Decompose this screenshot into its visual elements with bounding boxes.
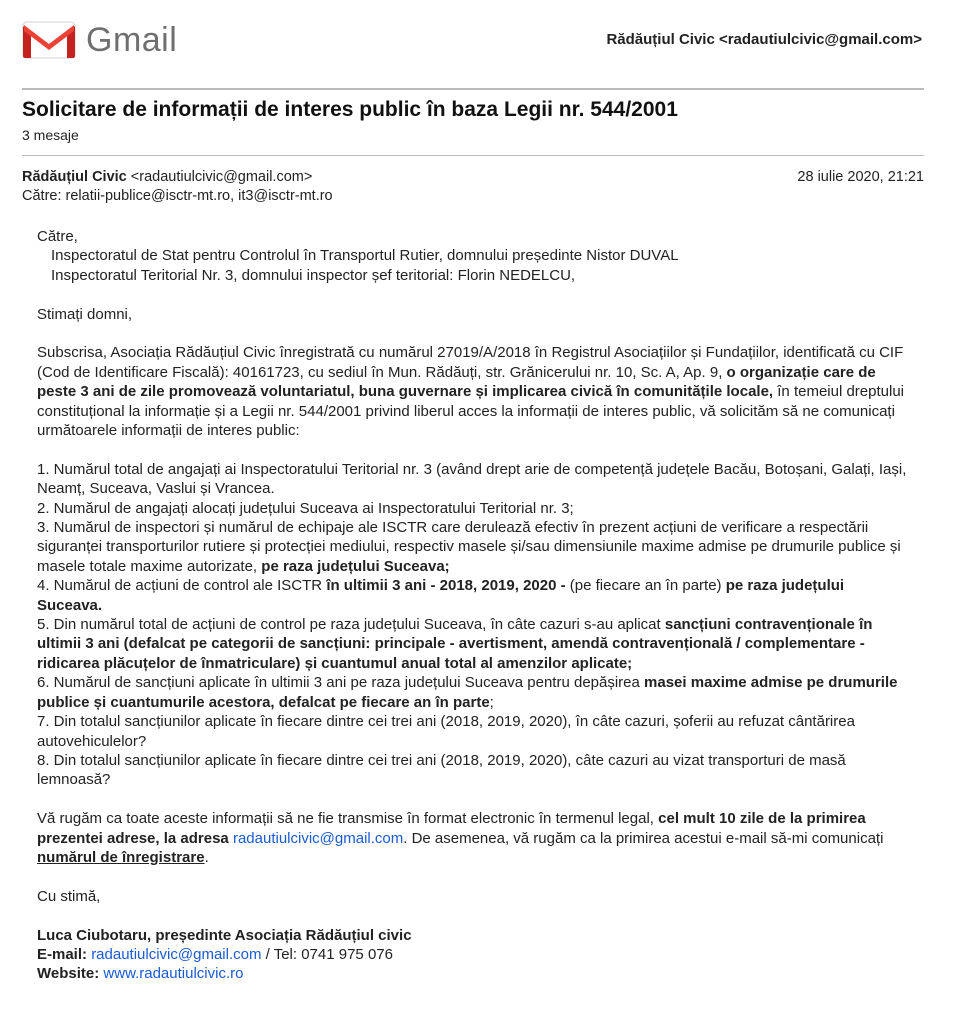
greeting: Stimați domni,	[37, 305, 133, 323]
account-label: Rădăuțiul Civic <radautiulcivic@gmail.com>	[606, 31, 922, 48]
intro-text: în temeiul dreptului constituțional la informație și a Legii nr. 544/2001 privind liberul acces la informații de interes public, vă solicităm să ne comunicați următoarele informații de interes public:	[37, 383, 905, 440]
message-meta	[22, 168, 924, 206]
list-item: 1. Numărul total de angajați ai Inspectoratului Teritorial nr. 3 (având drept arie de competență județele Bacău, Botoșani, Galați, Iași, Neamț, Suceava, Vaslui și Vrancea.	[37, 460, 907, 498]
sender-email: <radautiulcivic@gmail.com>	[130, 169, 313, 185]
list-item-text: 3. Numărul de inspectori și numărul de echipaje ale ISCTR care derulează efectiv în prezent acțiuni de verificare a respectării siguranței transporturilor rutiere și protecției mediului, respectiv masele și/sau dimensiunile maxime admise pe drumurile publice și masele totale maxime autorizate,	[37, 519, 901, 575]
message-count: 3 mesaje	[22, 127, 79, 143]
thread-divider	[22, 155, 924, 156]
list-item	[37, 518, 910, 576]
list-item-text: (pe fiecare an în parte)	[569, 577, 722, 595]
message-sender	[22, 168, 924, 187]
gmail-envelope-icon	[22, 20, 76, 60]
message-body	[37, 227, 910, 984]
sender-name: Rădăuțiul Civic	[22, 169, 127, 185]
addressee-line: Inspectoratul Teritorial Nr. 3, domnului inspector șef teritorial: Florin NEDELCU,	[51, 266, 576, 284]
website-label: Website:	[37, 965, 100, 983]
intro-paragraph	[37, 343, 910, 440]
list-item-text: ;	[489, 693, 494, 711]
list-item: 2. Numărul de angajați alocați județului Suceava ai Inspectoratului Teritorial nr. 3;	[37, 499, 574, 517]
signature-name-text: Luca Ciubotaru, președinte Asociația Rădăuțiul civic	[37, 926, 412, 944]
intro-bold: o organizație care de peste 3 ani de zile promovează voluntariatul, buna guvernare și implicarea civică în comunitățile locale,	[37, 363, 876, 401]
email-label: E-mail:	[37, 945, 88, 963]
request-email-link[interactable]: radautiulcivic@gmail.com	[232, 829, 404, 847]
list-item-text: 6. Numărul de sancțiuni aplicate în ultimii 3 ani pe raza județului Suceava pentru depășirea	[37, 674, 640, 692]
signature-email-link[interactable]: radautiulcivic@gmail.com	[91, 945, 262, 963]
closing: Cu stimă,	[37, 887, 101, 905]
signature-website	[37, 964, 910, 983]
list-item-bold: sancțiuni contravenționale în ultimii 3 ani (defalcat pe categorii de sancțiuni: principale - avertisment, amendă contravențională / complementare - ridicarea plăcuțelor de înmatriculare) și cuantumul anual total al amenzilor aplicate;	[37, 616, 873, 672]
request-underlined: numărul de înregistrare	[37, 848, 205, 866]
list-item-bold: în ultimii 3 ani - 2018, 2019, 2020 -	[326, 577, 566, 595]
phone-text: / Tel: 0741 975 076	[261, 945, 393, 963]
request-text: Vă rugăm ca toate aceste informații să ne fie transmise în format electronic în termenul legal,	[37, 810, 654, 828]
gmail-header	[0, 0, 965, 80]
gmail-wordmark: Gmail	[86, 21, 178, 59]
intro-text: Subscrisa, Asociația Rădăuțiul Civic înregistrată cu numărul 27019/A/2018 în Registrul Asociațiilor și Fundațiilor, identificată cu CIF (Cod de Identificare Fiscală): 40161723, cu sediul în Mun. Rădăuți, str. Grănicerului nr. 10, Sc. A, Ap. 9,	[37, 344, 904, 381]
signature-name	[37, 926, 910, 945]
thread-subject: Solicitare de informații de interes public în baza Legii nr. 544/2001	[22, 98, 678, 121]
list-item	[37, 673, 910, 712]
addressee-label: Către,	[37, 228, 78, 245]
message-date: 28 iulie 2020, 21:21	[797, 169, 924, 185]
list-item-text: 5. Din numărul total de acțiuni de control pe raza județului Suceava, în câte cazuri s-au aplicat	[37, 616, 661, 634]
request-bold: cel mult 10 zile de la primirea prezentei adrese, la adresa	[37, 810, 866, 847]
list-item	[37, 615, 910, 673]
request-text: . De asemenea, vă rugăm ca la primirea acestui e-mail să-mi comunicați	[403, 829, 884, 847]
request-text: .	[204, 848, 209, 866]
website-link[interactable]: www.radautiulcivic.ro	[103, 965, 244, 983]
request-paragraph	[37, 809, 910, 867]
list-item-bold: pe raza județului Suceava;	[261, 557, 450, 575]
list-item	[37, 576, 910, 615]
gmail-logo[interactable]	[22, 20, 182, 60]
list-item-bold: masei maxime admise pe drumurile publice și cuantumurile acestora, defalcat pe fiecare an în parte	[37, 674, 898, 711]
list-item-bold: pe raza județului Suceava.	[37, 577, 845, 614]
list-item: 7. Din totalul sancțiunilor aplicate în fiecare dintre cei trei ani (2018, 2019, 2020), în câte cazuri, șoferii au refuzat cântărirea autovehiculelor?	[37, 713, 855, 750]
message-recipients: Către: relatii-publice@isctr-mt.ro, it3@isctr-mt.ro	[22, 188, 333, 204]
list-item-text: 4. Numărul de acțiuni de control ale ISCTR	[37, 577, 323, 595]
list-item: 8. Din totalul sancțiunilor aplicate în fiecare dintre cei trei ani (2018, 2019, 2020), câte cazuri au vizat transporturi de masă lemnoasă?	[37, 751, 846, 789]
addressee-line: Inspectoratul de Stat pentru Controlul în Transportul Rutier, domnului președinte Nistor DUVAL	[51, 247, 679, 265]
header-divider	[22, 88, 924, 90]
signature-contact	[37, 945, 910, 964]
